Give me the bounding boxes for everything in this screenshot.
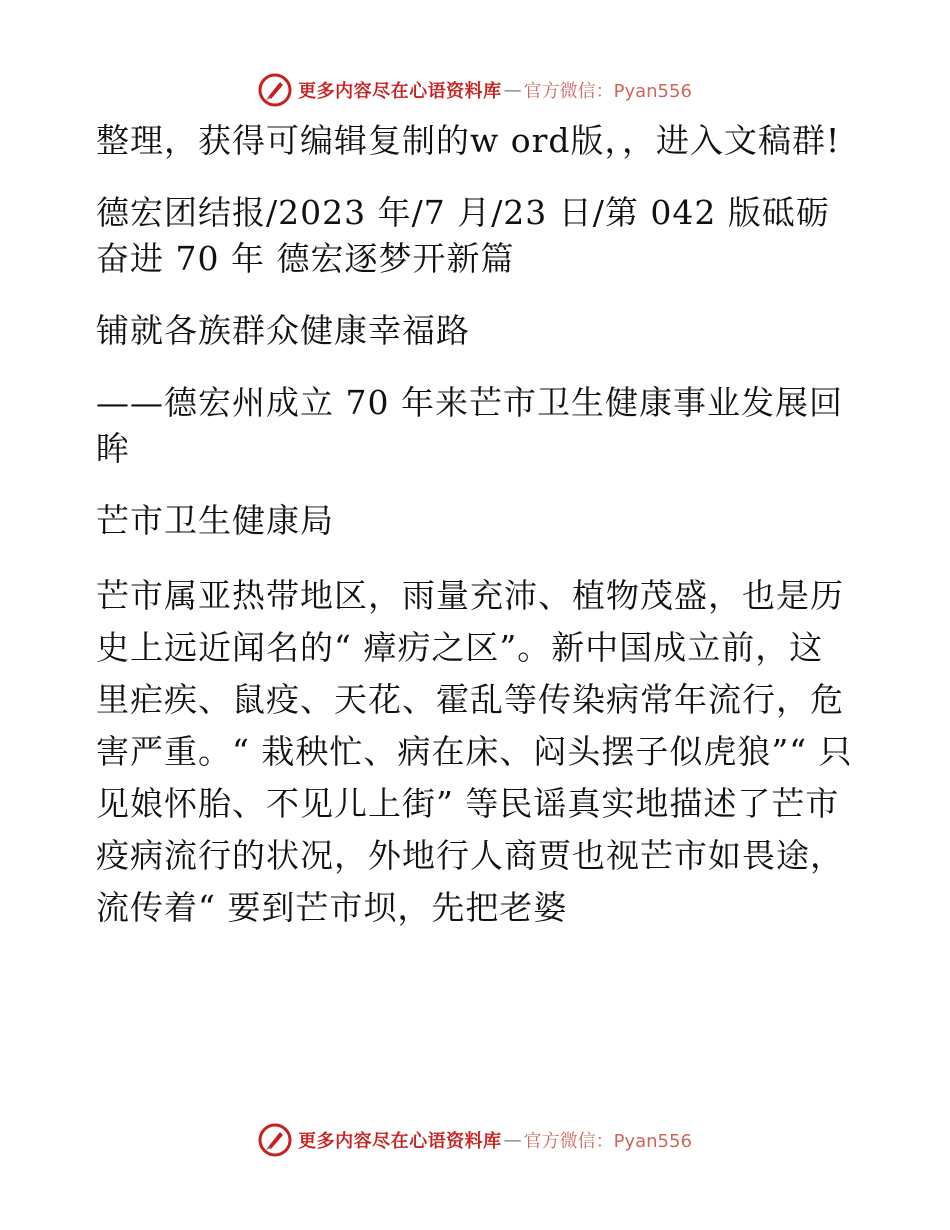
banner-title: 更多内容尽在心语资料库: [298, 1131, 502, 1152]
article-subtitle: ——德宏州成立 70 年来芒市卫生健康事业发展回眸: [96, 383, 843, 468]
banner-wechat: 官方微信：Pyan556: [523, 81, 692, 102]
header-banner: [0, 70, 950, 110]
banner-separator: —: [503, 1129, 522, 1151]
pen-nib-logo-icon: [258, 73, 292, 107]
source-line: 德宏团结报/2023 年/7 月/23 日/第 042 版砥砺奋进 70 年 德宏逐梦开新篇: [96, 193, 830, 278]
footer-banner: [0, 1120, 950, 1160]
banner-title: 更多内容尽在心语资料库: [298, 81, 502, 102]
article-author: 芒市卫生健康局: [96, 501, 334, 540]
body-paragraph: 芒市属亚热带地区，雨量充沛、植物茂盛，也是历史上远近闻名的“ 瘴疠之区”。新中国成立前，这里疟疾、鼠疫、天花、霍乱等传染病常年流行，危害严重。“ 栽秧忙、病在床、闷头摆子似虎狼”“ 只见娘怀胎、不见儿上街” 等民谣真实地描述了芒市疫病流行的状况，外地行人商贾也视芒市如畏途，流传着“ 要到芒市坝，先把老婆: [96, 576, 853, 927]
intro-paragraph: 整理，获得可编辑复制的w ord版，，进入文稿群!: [96, 121, 841, 160]
pen-nib-logo-icon: [258, 1123, 292, 1157]
article-title: 铺就各族群众健康幸福路: [96, 311, 470, 350]
banner-wechat: 官方微信：Pyan556: [523, 1131, 692, 1152]
document-body: [96, 118, 856, 934]
banner-separator: —: [503, 79, 522, 101]
